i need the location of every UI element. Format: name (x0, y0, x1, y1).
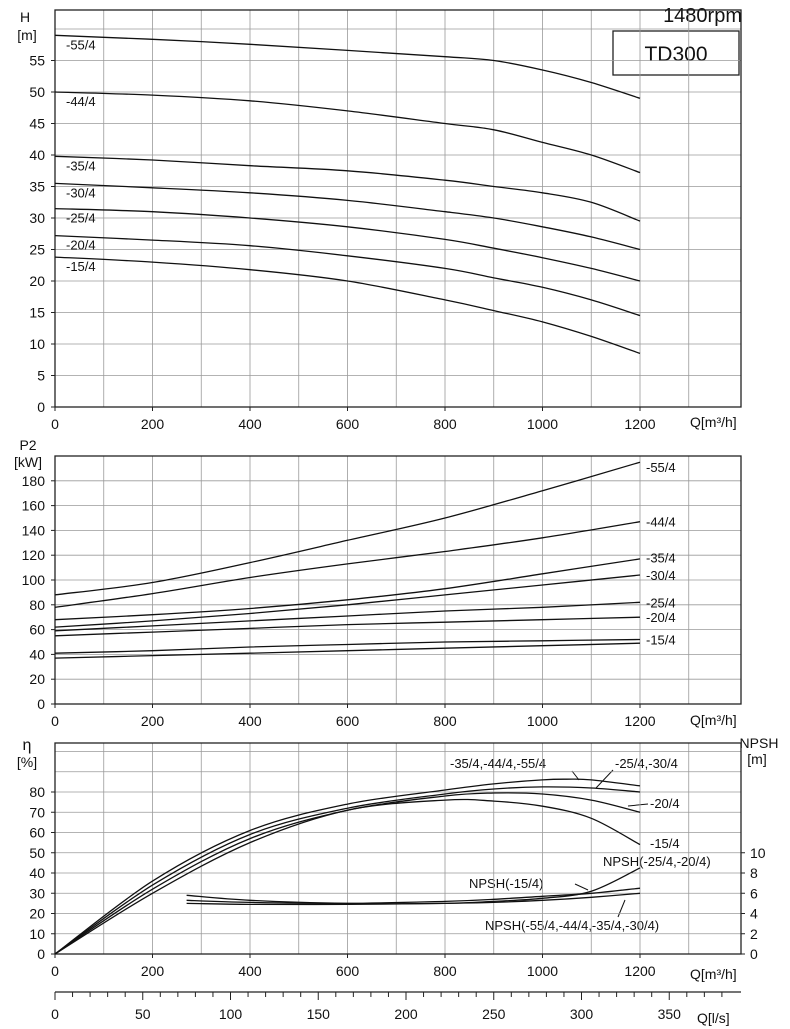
flow-ls-axis-label: Q[l/s] (697, 1010, 730, 1026)
head-ytick-label: 30 (29, 210, 45, 226)
speed-label: 1480rpm (663, 5, 742, 27)
power-ytick-label: 0 (37, 696, 45, 712)
head-axis-unit: [m] (17, 27, 37, 43)
npsh-ytick-label: 2 (750, 925, 758, 942)
flow-ls-tick-label: 0 (51, 1006, 59, 1022)
npsh-axis-unit: [m] (747, 751, 767, 767)
head-xtick-label: 600 (335, 416, 360, 432)
flow-ls-tick-label: 100 (218, 1006, 243, 1022)
power-xtick-label: 800 (433, 713, 457, 729)
eff-ytick-label: 0 (37, 946, 45, 962)
power-ytick-label: 160 (21, 497, 45, 514)
flow-ls-tick-label: 150 (306, 1006, 330, 1022)
eff-axis-unit: [%] (16, 754, 38, 770)
eff-label-35-44-55: -35/4,-44/4,-55/4 (450, 756, 547, 771)
head-curve-label: -30/4 (66, 185, 96, 201)
head-curve-label: -35/4 (66, 158, 96, 174)
head-xtick-label: 400 (238, 416, 262, 432)
power-xtick-label: 200 (140, 713, 165, 729)
power-xtick-label: 0 (51, 713, 59, 729)
power-ytick-label: 80 (29, 596, 45, 613)
eff-axis-label: η (22, 737, 32, 754)
eff-ytick-label: 70 (29, 804, 45, 821)
power-xtick-label: 400 (238, 713, 262, 729)
npsh-leader-55-44 (618, 900, 625, 917)
power-ytick-label: 40 (29, 646, 45, 663)
npsh-leader-15 (575, 884, 588, 890)
eff-xtick-label: 400 (238, 963, 262, 979)
eff-xtick-label: 600 (335, 963, 360, 979)
eff-label-15: -15/4 (650, 836, 680, 851)
head-xtick-label: 800 (433, 416, 457, 432)
power-curve-label: -44/4 (646, 514, 676, 530)
npsh-ytick-label: 8 (750, 865, 758, 881)
head-ytick-label: 15 (29, 304, 45, 321)
eff-x-axis-label: Q[m³/h] (690, 966, 737, 982)
head-curve-label: -44/4 (66, 94, 96, 109)
npsh-ytick-label: 10 (750, 844, 766, 861)
power-ytick-label: 120 (21, 547, 45, 564)
flow-ls-tick-label: 350 (657, 1006, 681, 1022)
power-curve-label: -55/4 (646, 460, 676, 476)
head-ytick-label: 20 (29, 273, 45, 289)
head-ytick-label: 5 (37, 367, 45, 384)
eff-xtick-label: 200 (140, 963, 165, 979)
npsh-label-55-44-35-30: NPSH(-55/4,-44/4,-35/4,-30/4) (485, 918, 660, 933)
head-xtick-label: 200 (140, 416, 165, 432)
npsh-axis-label: NPSH (739, 735, 779, 751)
head-ytick-label: 10 (29, 336, 45, 352)
head-ytick-label: 40 (29, 147, 45, 163)
power-x-axis-label: Q[m³/h] (690, 712, 737, 728)
eff-leader-20 (628, 804, 648, 806)
head-ytick-label: 25 (29, 241, 45, 258)
eff-ytick-label: 80 (29, 784, 45, 800)
eff-xtick-label: 1200 (624, 963, 656, 979)
head-xtick-label: 1000 (526, 416, 559, 432)
power-ytick-label: 100 (21, 572, 45, 588)
head-curve-label: -20/4 (66, 237, 96, 253)
eff-xtick-label: 0 (51, 963, 59, 979)
power-curve-label: -20/4 (646, 610, 676, 626)
eff-ytick-label: 30 (29, 885, 45, 902)
eff-xtick-label: 1000 (526, 963, 559, 979)
head-axis-label: H (19, 9, 31, 25)
head-curve-label: -25/4 (66, 210, 96, 226)
head-x-axis-label: Q[m³/h] (690, 414, 737, 430)
power-curve-label: -30/4 (646, 568, 676, 584)
eff-ytick-label: 40 (29, 865, 45, 881)
head-ytick-label: 55 (29, 52, 45, 69)
power-xtick-label: 1200 (624, 713, 656, 729)
power-curve-label: -15/4 (646, 632, 676, 648)
power-ytick-label: 20 (29, 671, 45, 688)
head-xtick-label: 0 (51, 416, 59, 432)
eff-ytick-label: 50 (29, 844, 45, 861)
flow-ls-tick-label: 300 (569, 1006, 594, 1022)
npsh-label-15: NPSH(-15/4) (469, 876, 544, 891)
npsh-ytick-label: 4 (750, 905, 758, 922)
power-curve-label: -35/4 (646, 550, 676, 566)
head-curve-label: -15/4 (66, 259, 96, 275)
power-xtick-label: 1000 (526, 713, 559, 729)
head-ytick-label: 50 (29, 84, 45, 100)
eff-xtick-label: 800 (433, 963, 457, 979)
model-label: TD300 (644, 43, 708, 66)
npsh-ytick-label: 0 (750, 946, 758, 962)
eff-ytick-label: 20 (29, 905, 45, 922)
flow-ls-tick-label: 250 (482, 1006, 506, 1022)
head-ytick-label: 35 (29, 178, 45, 195)
power-xtick-label: 600 (335, 713, 360, 729)
power-ytick-label: 140 (21, 522, 45, 539)
head-xtick-label: 1200 (624, 416, 656, 432)
power-ytick-label: 180 (21, 472, 45, 489)
head-ytick-label: 45 (29, 115, 45, 132)
flow-ls-tick-label: 50 (134, 1006, 151, 1022)
flow-ls-tick-label: 200 (394, 1006, 418, 1022)
eff-ytick-label: 10 (29, 925, 45, 942)
head-ytick-label: 0 (37, 399, 45, 415)
eff-leader-25-30 (596, 770, 613, 788)
eff-label-25-30: -25/4,-30/4 (615, 756, 678, 771)
eff-ytick-label: 60 (29, 824, 45, 841)
power-axis-unit: [kW] (14, 454, 42, 470)
head-curve-label: -55/4 (66, 37, 96, 53)
eff-label-20: -20/4 (650, 796, 680, 811)
power-curve-label: -25/4 (646, 595, 676, 611)
power-ytick-label: 60 (29, 621, 45, 638)
npsh-ytick-label: 6 (750, 885, 758, 902)
npsh-label-25-20: NPSH(-25/4,-20/4) (603, 854, 711, 869)
power-axis-label: P2 (19, 437, 37, 453)
